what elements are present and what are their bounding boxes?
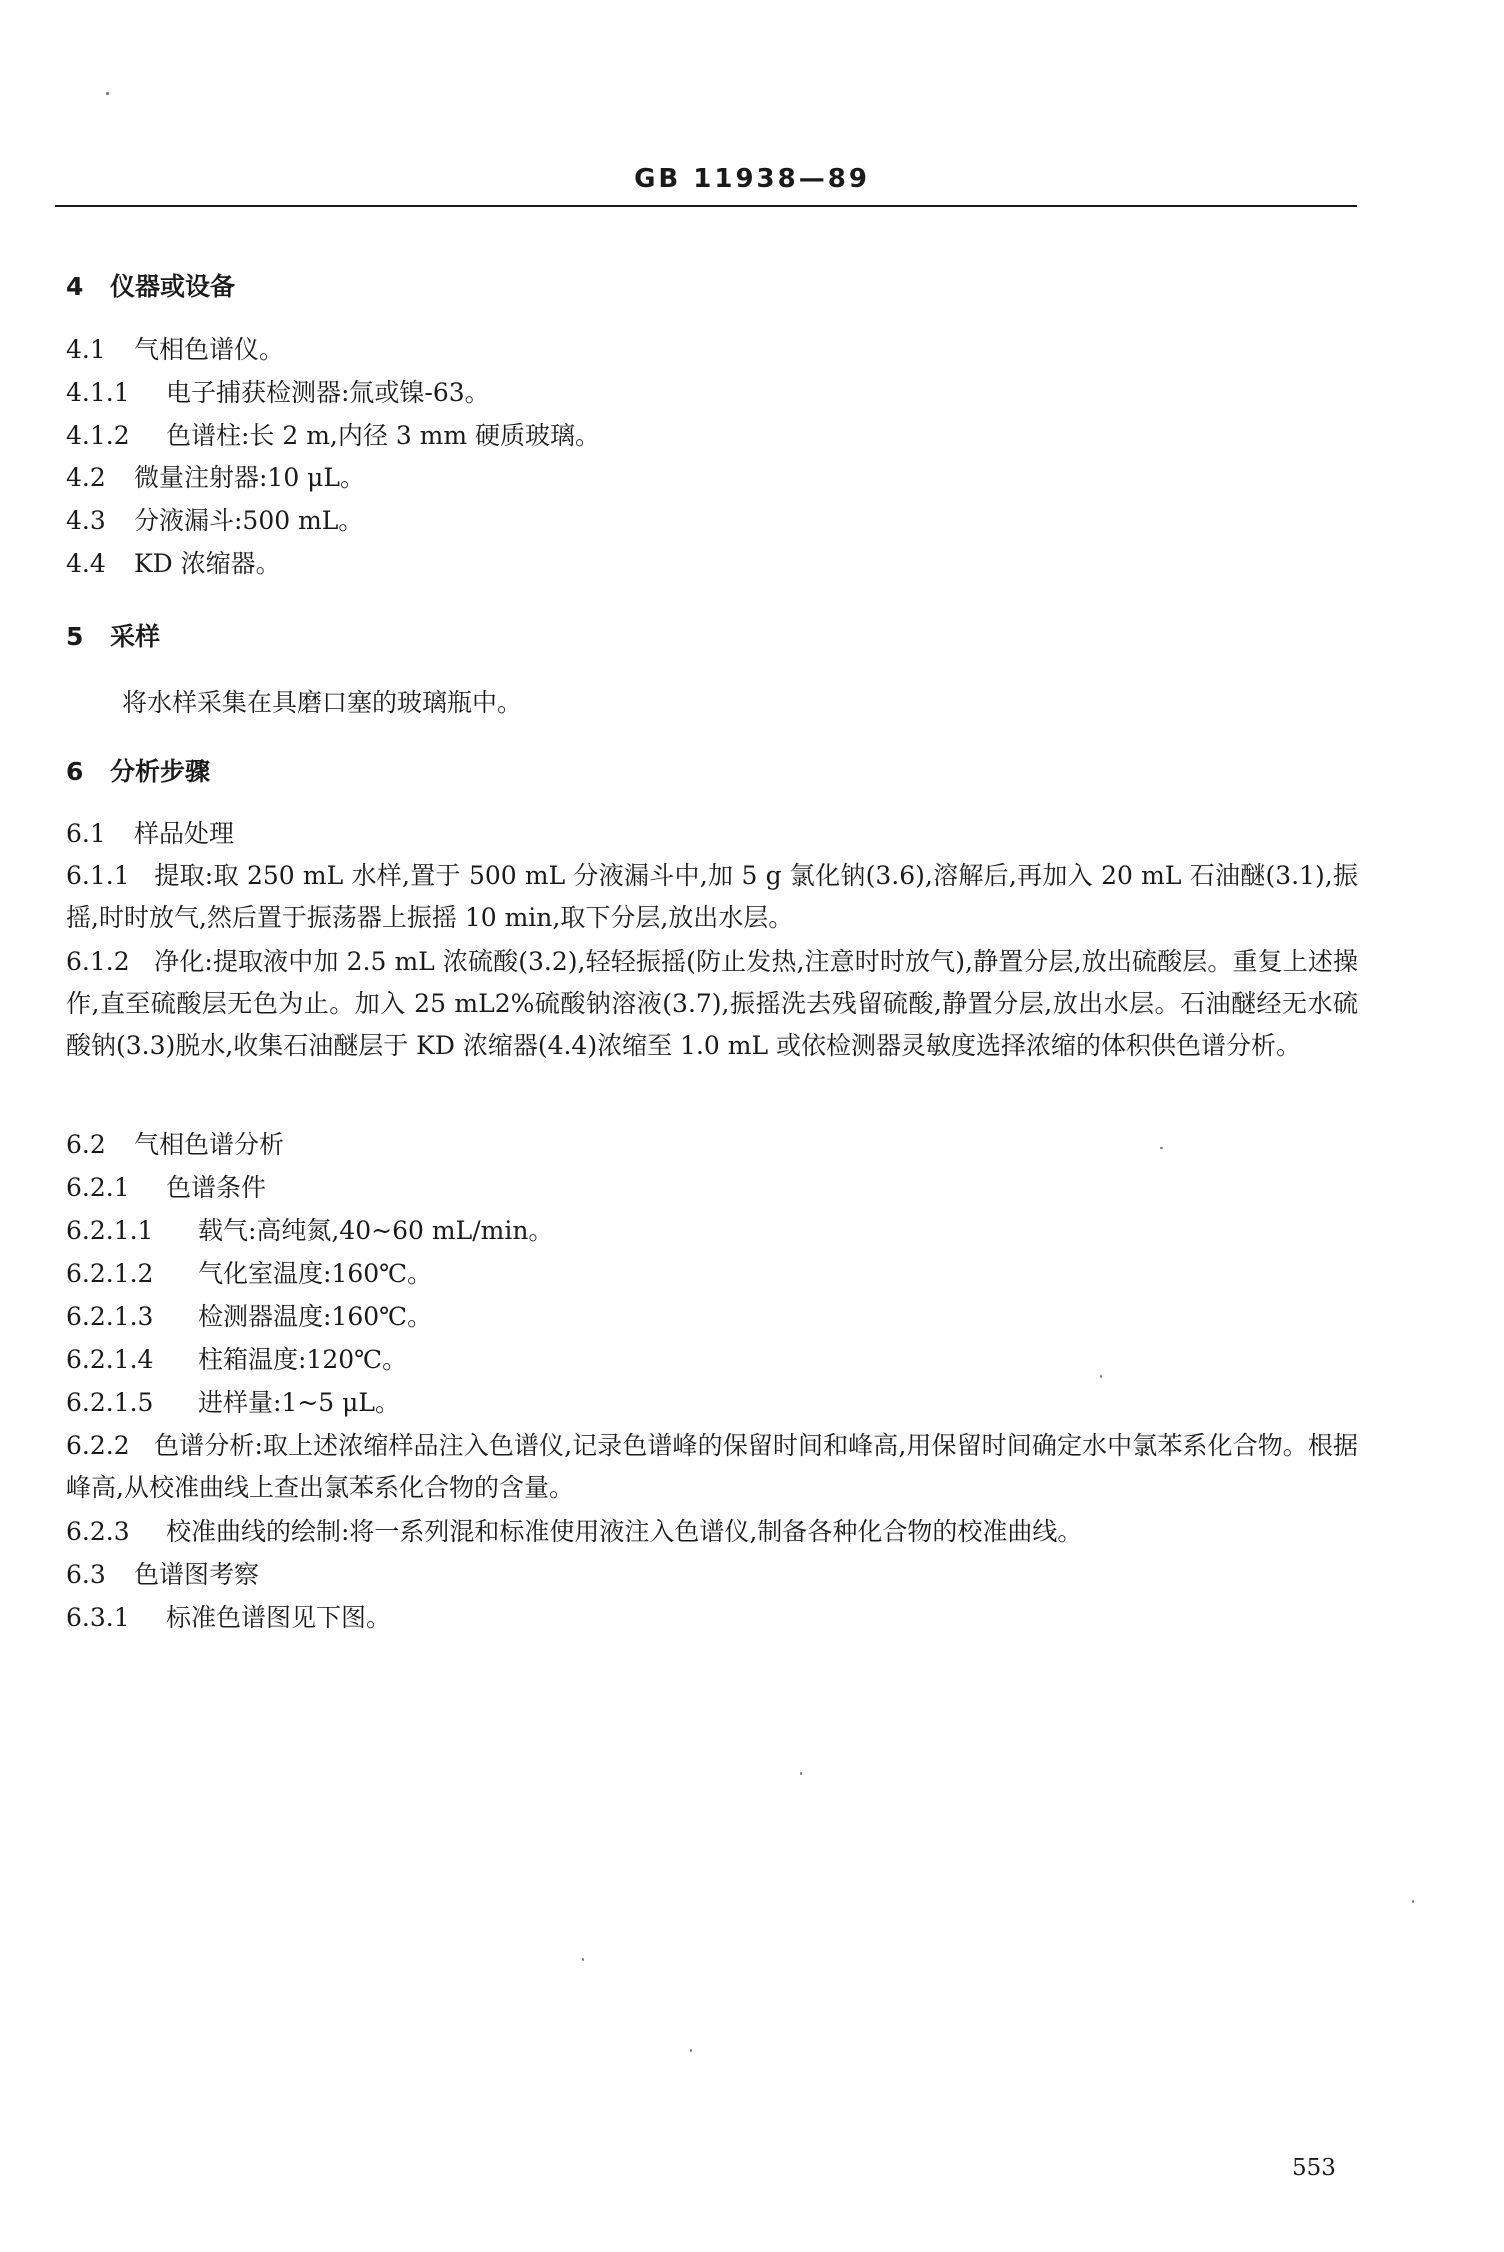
section-title: 仪器或设备 <box>110 272 236 301</box>
section-number: 5 <box>66 622 84 651</box>
clause-6-1-1 <box>66 855 1358 939</box>
scan-speck <box>1412 1900 1414 1903</box>
clause-text: KD 浓缩器。 <box>134 549 281 578</box>
clause-6-2-1-1 <box>66 1216 553 1246</box>
clause-text: 标准色谱图见下图。 <box>166 1603 392 1632</box>
section-5-heading <box>66 622 160 652</box>
scan-speck <box>582 1958 584 1961</box>
clause-text: 微量注射器:10 μL。 <box>134 463 366 492</box>
clause-number: 6.2.1.2 <box>66 1259 154 1288</box>
section-title: 采样 <box>110 622 161 651</box>
clause-text: 气相色谱分析 <box>134 1130 285 1159</box>
clause-number: 4.1.1 <box>66 378 130 407</box>
section-number: 6 <box>66 757 84 786</box>
clause-text: 载气:高纯氮,40~60 mL/min。 <box>198 1216 554 1245</box>
clause-number: 6.1.2 <box>66 947 130 976</box>
clause-number: 6.1.1 <box>66 861 130 890</box>
clause-number: 6.2 <box>66 1130 106 1159</box>
clause-6-2-1 <box>66 1173 266 1203</box>
clause-6-3-1 <box>66 1603 391 1633</box>
clause-4-1 <box>66 335 284 365</box>
scan-speck <box>1160 1147 1163 1149</box>
scan-speck <box>1100 1375 1102 1378</box>
clause-number: 4.4 <box>66 549 106 578</box>
clause-number: 6.2.1.4 <box>66 1345 154 1374</box>
clause-text: 色谱分析:取上述浓缩样品注入色谱仪,记录色谱峰的保留时间和峰高,用保留时间确定水中氯苯系化合物。根据峰高,从校准曲线上查出氯苯系化合物的含量。 <box>66 1431 1358 1502</box>
clause-text: 净化:提取液中加 2.5 mL 浓硫酸(3.2),轻轻振摇(防止发热,注意时时放气),静置分层,放出硫酸层。重复上述操作,直至硫酸层无色为止。加入 25 mL2%硫酸钠溶液(3.7),振摇洗去残留硫酸,静置分层,放出水层。石油醚经无水硫酸钠(3.3)脱水,收集石油醚层于 KD 浓缩器(4.4)浓缩至 1.0 mL 或依检测器灵敏度选择浓缩的体积供色谱分析。 <box>66 947 1358 1060</box>
clause-4-1-1 <box>66 378 490 408</box>
standard-code-header: GB 11938—89 <box>634 164 870 194</box>
clause-number: 6.2.2 <box>66 1431 130 1460</box>
clause-text: 提取:取 250 mL 水样,置于 500 mL 分液漏斗中,加 5 g 氯化钠(3.6),溶解后,再加入 20 mL 石油醚(3.1),振摇,时时放气,然后置于振荡器上振摇 10 min,取下分层,放出水层。 <box>66 861 1358 932</box>
clause-number: 6.3.1 <box>66 1603 130 1632</box>
clause-number: 6.2.3 <box>66 1517 130 1546</box>
clause-number: 6.2.1.1 <box>66 1216 154 1245</box>
clause-text: 检测器温度:160℃。 <box>198 1302 433 1331</box>
clause-4-3 <box>66 506 363 536</box>
clause-6-2-2 <box>66 1425 1358 1509</box>
clause-text: 色谱图考察 <box>134 1560 260 1589</box>
clause-6-1 <box>66 819 234 849</box>
clause-6-2-3 <box>66 1517 1082 1547</box>
clause-text: 校准曲线的绘制:将一系列混和标准使用液注入色谱仪,制备各种化合物的校准曲线。 <box>166 1517 1083 1546</box>
section-6-heading <box>66 757 210 787</box>
scan-speck <box>690 2049 692 2052</box>
section-title: 分析步骤 <box>110 757 211 786</box>
clause-6-2 <box>66 1130 284 1160</box>
clause-4-2 <box>66 463 365 493</box>
section-4-heading <box>66 272 235 302</box>
header-rule <box>55 205 1357 207</box>
clause-text: 进样量:1~5 μL。 <box>198 1388 400 1417</box>
clause-number: 4.3 <box>66 506 106 535</box>
clause-text: 样品处理 <box>134 819 235 848</box>
scan-speck <box>106 92 109 95</box>
clause-6-2-1-5 <box>66 1388 400 1418</box>
clause-6-2-1-4 <box>66 1345 407 1375</box>
clause-4-4 <box>66 549 281 579</box>
clause-number: 4.1 <box>66 335 106 364</box>
clause-text: 色谱柱:长 2 m,内径 3 mm 硬质玻璃。 <box>166 421 601 450</box>
clause-number: 4.2 <box>66 463 106 492</box>
scan-speck <box>800 1772 802 1775</box>
clause-number: 6.2.1.3 <box>66 1302 154 1331</box>
clause-text: 电子捕获检测器:氚或镍-63。 <box>166 378 490 407</box>
clause-text: 柱箱温度:120℃。 <box>198 1345 408 1374</box>
clause-number: 6.2.1.5 <box>66 1388 154 1417</box>
clause-text: 气化室温度:160℃。 <box>198 1259 433 1288</box>
page-number: 553 <box>1292 2155 1336 2181</box>
section-number: 4 <box>66 272 84 301</box>
clause-6-1-2 <box>66 941 1358 1067</box>
clause-text: 气相色谱仪。 <box>134 335 285 364</box>
sampling-body: 将水样采集在具磨口塞的玻璃瓶中。 <box>122 688 523 717</box>
clause-number: 6.2.1 <box>66 1173 130 1202</box>
clause-6-2-1-3 <box>66 1302 432 1332</box>
clause-number: 6.1 <box>66 819 106 848</box>
clause-number: 6.3 <box>66 1560 106 1589</box>
clause-6-2-1-2 <box>66 1259 432 1289</box>
clause-6-3 <box>66 1560 259 1590</box>
clause-text: 色谱条件 <box>166 1173 267 1202</box>
clause-4-1-2 <box>66 421 600 451</box>
clause-number: 4.1.2 <box>66 421 130 450</box>
clause-text: 分液漏斗:500 mL。 <box>134 506 364 535</box>
